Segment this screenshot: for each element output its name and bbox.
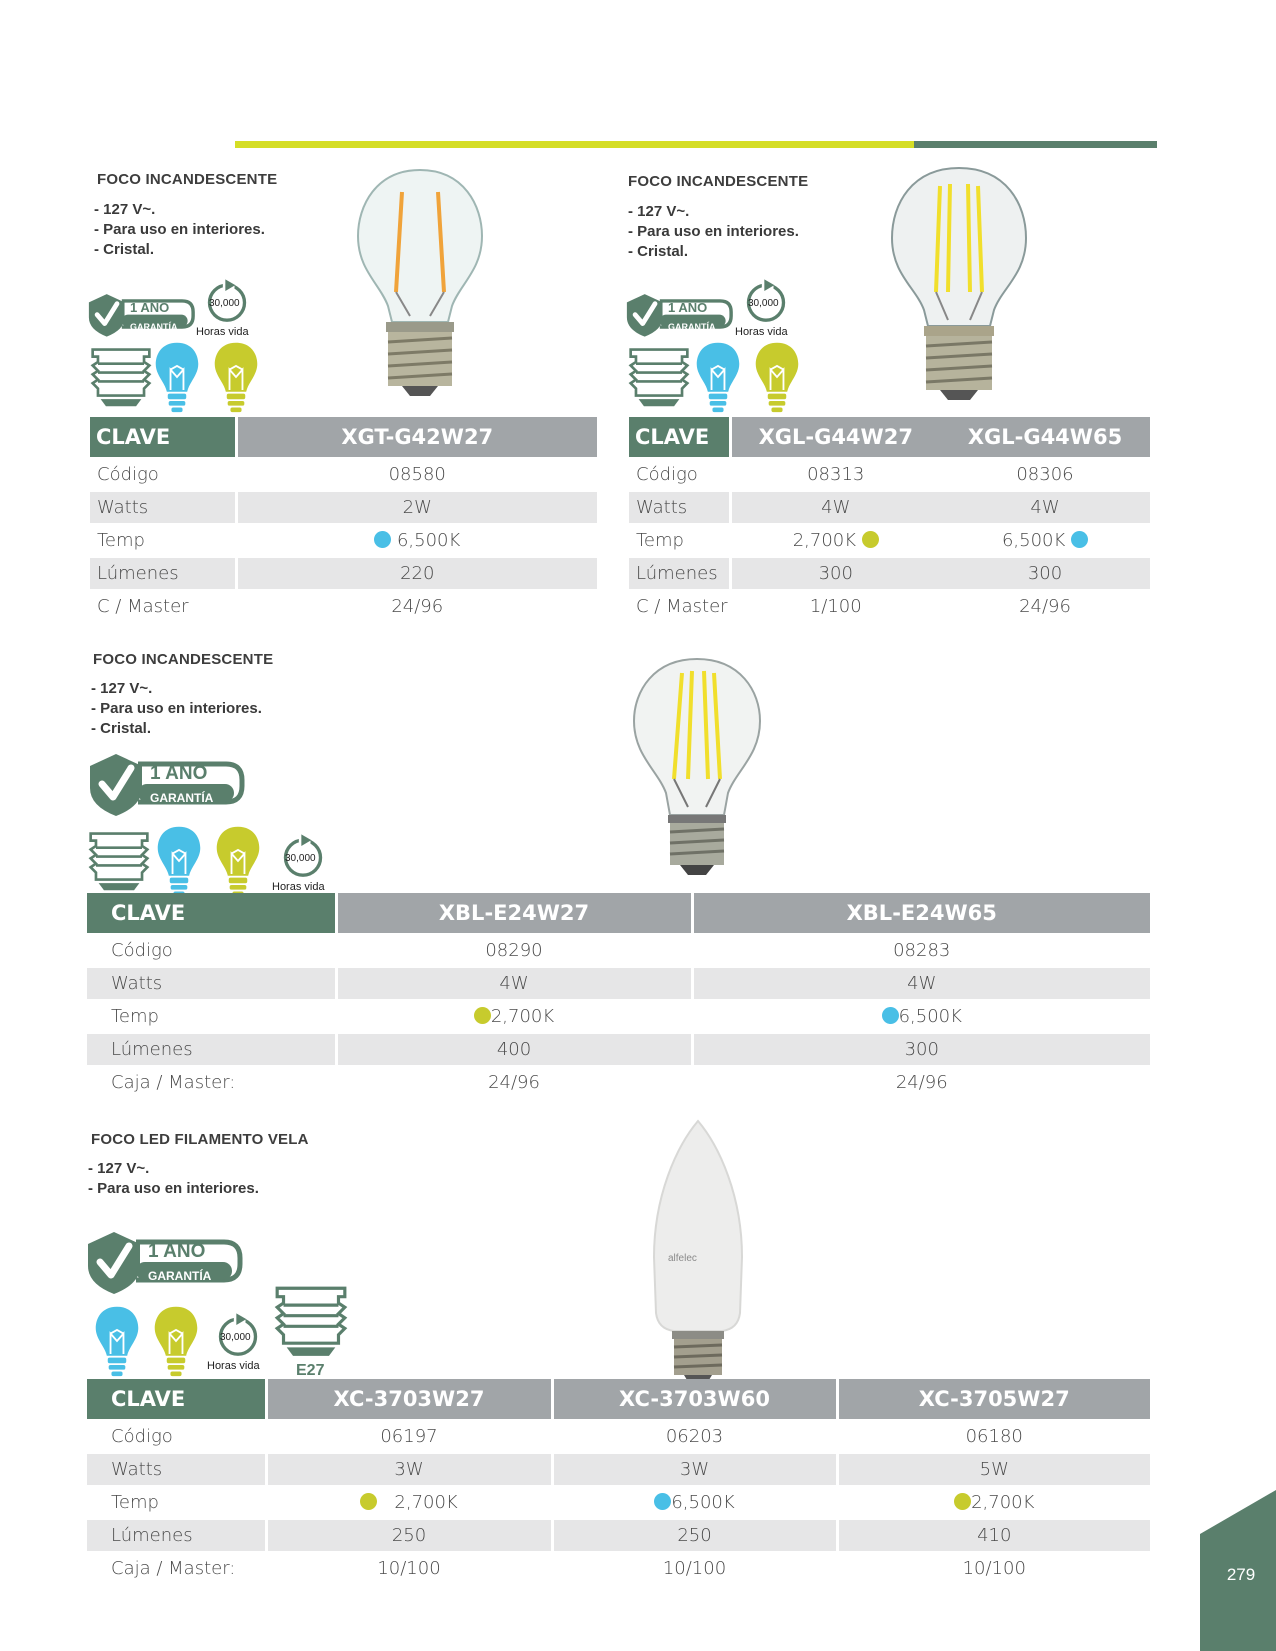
spec-table	[87, 893, 1150, 1098]
cell-value: 4W	[940, 491, 1150, 524]
clave-header: CLAVE	[87, 1379, 266, 1420]
section-title: FOCO INCANDESCENTE	[628, 173, 809, 190]
row-label: Caja / Master:	[87, 1552, 266, 1584]
table-row	[90, 557, 597, 590]
cell-value: 08580	[236, 458, 597, 491]
cool-light-bulb-icon	[694, 340, 742, 414]
lifetime-hours-badge	[207, 1310, 267, 1372]
temp-value: 6,500K	[898, 1006, 962, 1027]
warm-light-bulb-icon	[152, 1304, 200, 1378]
table-row	[87, 1519, 1150, 1552]
feature-item: - Cristal.	[628, 243, 689, 260]
cell-value: 3W	[266, 1453, 552, 1486]
temp-value: 6,500K	[671, 1492, 735, 1513]
clave-header: CLAVE	[87, 893, 336, 934]
feature-item: - 127 V~.	[94, 201, 156, 218]
feature-item: - Para uso en interiores.	[91, 700, 262, 717]
feature-item: - 127 V~.	[88, 1160, 150, 1177]
table-row	[87, 1552, 1150, 1584]
warranty-year: 1 AÑO	[130, 300, 170, 315]
hours-value: 30,000	[209, 298, 240, 309]
hours-label: Horas vida	[196, 326, 249, 338]
temp-value: 2,700K	[490, 1006, 555, 1027]
lifetime-hours-badge	[272, 831, 332, 893]
row-label: Watts	[629, 491, 730, 524]
warranty-badge	[624, 290, 734, 338]
table-row	[629, 458, 1150, 491]
color-temp-dot-icon	[360, 1493, 377, 1510]
e27-socket-icon	[274, 1284, 348, 1358]
row-label: Watts	[87, 967, 336, 1000]
model-header: XGT-G42W27	[236, 417, 597, 458]
feature-list	[94, 200, 265, 260]
feature-item: - 127 V~.	[91, 680, 153, 697]
cell-value: 4W	[730, 491, 940, 524]
color-temp-dot-icon	[954, 1493, 971, 1510]
row-label: Temp	[87, 1000, 336, 1033]
e27-socket-icon	[628, 346, 690, 408]
table-row	[629, 491, 1150, 524]
cell-value: 06180	[837, 1420, 1150, 1453]
e27-socket-icon	[90, 346, 152, 408]
temp-value: 6,500K	[1001, 530, 1066, 551]
table-row	[87, 1420, 1150, 1453]
cell-value	[236, 524, 597, 557]
cell-value: 24/96	[336, 1066, 692, 1098]
table-row	[629, 590, 1150, 622]
cell-value: 24/96	[692, 1066, 1150, 1098]
feature-item: - Cristal.	[91, 720, 152, 737]
row-label: Caja / Master:	[87, 1066, 336, 1098]
lifetime-hours-badge	[735, 276, 795, 338]
clave-header: CLAVE	[90, 417, 236, 458]
row-label: Código	[87, 1420, 266, 1453]
warranty-badge	[84, 1226, 244, 1296]
table-row	[629, 557, 1150, 590]
row-label: Lúmenes	[87, 1033, 336, 1066]
temp-value: 6,500K	[396, 530, 461, 551]
row-label: Watts	[90, 491, 236, 524]
cell-value: 08290	[336, 934, 692, 967]
top-accent-bar-lime	[235, 141, 914, 148]
table-row	[87, 1033, 1150, 1066]
cell-value	[940, 524, 1150, 557]
feature-list	[91, 679, 262, 739]
temp-value: 2,700K	[971, 1492, 1035, 1513]
warranty-text: GARANTÍA	[130, 322, 178, 332]
model-header: XC-3703W60	[552, 1379, 837, 1420]
row-label: Lúmenes	[87, 1519, 266, 1552]
row-label: Temp	[629, 524, 730, 557]
color-temp-dot-icon	[654, 1493, 671, 1510]
model-header: XBL-E24W27	[336, 893, 692, 934]
table-row	[87, 1066, 1150, 1098]
a19-filament-bulb-image	[630, 655, 764, 885]
cell-value: 10/100	[552, 1552, 837, 1584]
candle-led-bulb-image	[646, 1117, 750, 1389]
feature-item: - Para uso en interiores.	[88, 1180, 259, 1197]
hours-value: 30,000	[220, 1332, 251, 1343]
table-row	[90, 458, 597, 491]
warranty-text: GARANTÍA	[668, 322, 716, 332]
cool-light-bulb-icon	[155, 824, 203, 898]
hours-label: Horas vida	[272, 881, 325, 893]
warranty-badge	[86, 748, 246, 818]
cell-value: 06197	[266, 1420, 552, 1453]
spec-table	[90, 417, 597, 622]
table-row	[90, 590, 597, 622]
table-row	[87, 967, 1150, 1000]
row-label: C / Master	[90, 590, 236, 622]
model-header: XGL-G44W65	[940, 417, 1150, 458]
row-label: Temp	[87, 1486, 266, 1519]
cell-value: 5W	[837, 1453, 1150, 1486]
page-number: 279	[1226, 1565, 1256, 1584]
row-label: Código	[87, 934, 336, 967]
cell-value	[692, 1000, 1150, 1033]
warranty-text: GARANTÍA	[148, 1269, 212, 1283]
cell-value: 410	[837, 1519, 1150, 1552]
table-row	[87, 1486, 1150, 1519]
table-row	[87, 1000, 1150, 1033]
table-row	[629, 524, 1150, 557]
cell-value: 250	[266, 1519, 552, 1552]
cell-value: 08313	[730, 458, 940, 491]
warm-light-bulb-icon	[753, 340, 801, 414]
temp-value: 2,700K	[394, 1492, 458, 1513]
color-temp-dot-icon	[862, 531, 879, 548]
cell-value: 300	[940, 557, 1150, 590]
model-header: XC-3705W27	[837, 1379, 1150, 1420]
feature-item: - Cristal.	[94, 241, 155, 258]
row-label: C / Master	[629, 590, 730, 622]
cell-value	[266, 1486, 552, 1519]
feature-item: - Para uso en interiores.	[94, 221, 265, 238]
cell-value: 10/100	[837, 1552, 1150, 1584]
row-label: Código	[90, 458, 236, 491]
cell-value	[730, 524, 940, 557]
section-title: FOCO INCANDESCENTE	[97, 171, 278, 188]
cell-value: 4W	[692, 967, 1150, 1000]
cell-value: 08306	[940, 458, 1150, 491]
color-temp-dot-icon	[1071, 531, 1088, 548]
row-label: Lúmenes	[90, 557, 236, 590]
section-title: FOCO INCANDESCENTE	[93, 651, 274, 668]
cell-value: 3W	[552, 1453, 837, 1486]
row-label: Lúmenes	[629, 557, 730, 590]
cell-value: 300	[730, 557, 940, 590]
feature-item: - Para uso en interiores.	[628, 223, 799, 240]
hours-label: Horas vida	[735, 326, 788, 338]
row-label: Watts	[87, 1453, 266, 1486]
cell-value: 10/100	[266, 1552, 552, 1584]
table-row	[87, 1453, 1150, 1486]
cell-value: 2W	[236, 491, 597, 524]
cell-value: 250	[552, 1519, 837, 1552]
warm-light-bulb-icon	[212, 340, 260, 414]
warm-light-bulb-icon	[214, 824, 262, 898]
cell-value: 220	[236, 557, 597, 590]
cell-value: 400	[336, 1033, 692, 1066]
cell-value: 08283	[692, 934, 1150, 967]
warranty-year: 1 AÑO	[148, 1241, 206, 1262]
e27-socket-icon	[88, 830, 150, 892]
table-row	[90, 524, 597, 557]
color-temp-dot-icon	[474, 1007, 491, 1024]
e27-socket-badge	[274, 1284, 350, 1380]
cell-value: 24/96	[236, 590, 597, 622]
cell-value	[336, 1000, 692, 1033]
brand-logo: alfelec	[668, 1253, 697, 1264]
cool-light-bulb-icon	[93, 1304, 141, 1378]
model-header: XBL-E24W65	[692, 893, 1150, 934]
feature-item: - 127 V~.	[628, 203, 690, 220]
cool-light-bulb-icon	[153, 340, 201, 414]
clave-header: CLAVE	[629, 417, 730, 458]
cell-value	[837, 1486, 1150, 1519]
table-row	[90, 491, 597, 524]
warranty-year: 1 AÑO	[668, 300, 708, 315]
lifetime-hours-badge	[196, 276, 256, 338]
color-temp-dot-icon	[882, 1007, 899, 1024]
color-temp-dot-icon	[374, 531, 391, 548]
feature-list	[88, 1159, 259, 1199]
spec-table	[87, 1379, 1150, 1584]
warranty-text: GARANTÍA	[150, 791, 214, 805]
hours-label: Horas vida	[207, 1360, 260, 1372]
cell-value: 4W	[336, 967, 692, 1000]
temp-value: 2,700K	[792, 530, 857, 551]
cell-value: 06203	[552, 1420, 837, 1453]
g44-filament-bulb-image	[886, 164, 1032, 404]
hours-value: 30,000	[285, 853, 316, 864]
model-header: XC-3703W27	[266, 1379, 552, 1420]
feature-list	[628, 202, 799, 262]
cell-value: 24/96	[940, 590, 1150, 622]
model-header: XGL-G44W27	[730, 417, 940, 458]
cell-value: 1/100	[730, 590, 940, 622]
g42-filament-bulb-image	[352, 166, 488, 398]
table-row	[87, 934, 1150, 967]
warranty-badge	[86, 290, 196, 338]
section-title: FOCO LED FILAMENTO VELA	[91, 1131, 309, 1148]
hours-value: 30,000	[748, 298, 779, 309]
spec-table	[629, 417, 1150, 622]
cell-value	[552, 1486, 837, 1519]
top-accent-bar-green	[914, 141, 1157, 148]
row-label: Código	[629, 458, 730, 491]
warranty-year: 1 AÑO	[150, 763, 208, 784]
socket-label: E27	[296, 1362, 325, 1379]
cell-value: 300	[692, 1033, 1150, 1066]
row-label: Temp	[90, 524, 236, 557]
